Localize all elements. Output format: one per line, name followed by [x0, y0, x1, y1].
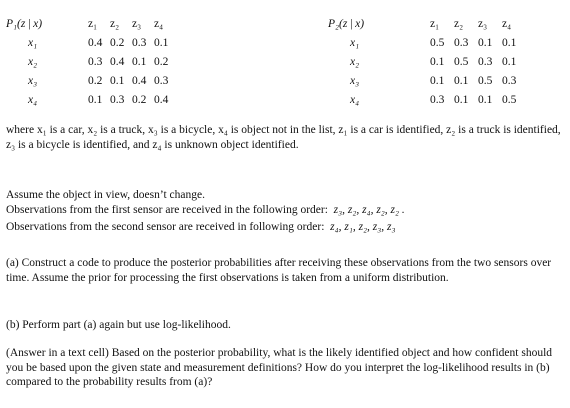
table-cell: 0.3 [478, 55, 493, 68]
table-row [6, 71, 176, 90]
table-cell: 0.1 [430, 74, 445, 87]
table-cell: 0.2 [88, 74, 103, 87]
table-cell: 0.1 [154, 36, 169, 49]
table-cell: 0.3 [110, 93, 125, 106]
table-cell: 0.3 [88, 55, 103, 68]
table-cell: 0.2 [132, 93, 147, 106]
table-row [6, 52, 176, 71]
table-cell: 0.1 [132, 55, 147, 68]
sensor2-observations [6, 220, 564, 235]
table-cell: 0.2 [110, 36, 125, 49]
table-header-row [6, 14, 176, 33]
table-cell: 0.2 [154, 55, 169, 68]
sensor2-likelihood-table [328, 14, 526, 109]
sensor1-observations-text: Observations from the first sensor are received in the following order: [6, 204, 328, 216]
column-header: z₂ [110, 17, 120, 30]
table-cell: 0.4 [110, 55, 125, 68]
sensor1-observations [6, 203, 564, 218]
table-cell: 0.1 [454, 93, 469, 106]
sensor1-sequence: z₃, z₂, z₄, z₂, z₂ . [333, 204, 405, 216]
table-row [6, 33, 176, 52]
table-cell: 0.1 [110, 74, 125, 87]
table-cell: 0.1 [430, 55, 445, 68]
sensor1-likelihood-table [6, 14, 176, 109]
table-title: P₂(z | x) [328, 17, 365, 30]
row-label: x₃ [28, 74, 38, 87]
assumption-text: Assume the object in view, doesn’t change. [6, 189, 205, 201]
table-cell: 0.1 [478, 36, 493, 49]
sensor2-observations-text: Observations from the second sensor are received in following order: [6, 221, 325, 233]
row-label: x₁ [28, 36, 38, 49]
table-cell: 0.5 [478, 74, 493, 87]
question-b: (b) Perform part (a) again but use log-likelihood. [6, 319, 231, 331]
question-a: (a) Construct a code to produce the posterior probabilities after receiving these observations from the two sensors over time. Assume the prior for processing the first observations is taken from a uniform distribution. [6, 257, 552, 284]
row-label: x₁ [350, 36, 360, 49]
table-row [328, 33, 526, 52]
table-row [328, 90, 526, 109]
column-header: z₂ [454, 17, 464, 30]
table-cell: 0.5 [430, 36, 445, 49]
table-cell: 0.1 [502, 36, 517, 49]
table-header-row [328, 14, 526, 33]
table-cell: 0.3 [154, 74, 169, 87]
table-cell: 0.4 [88, 36, 103, 49]
table-cell: 0.1 [478, 93, 493, 106]
table-row [328, 71, 526, 90]
column-header: z₁ [88, 17, 98, 30]
table-cell: 0.3 [454, 36, 469, 49]
table-row [6, 90, 176, 109]
table-cell: 0.4 [154, 93, 169, 106]
table-cell: 0.1 [454, 74, 469, 87]
row-label: x₃ [350, 74, 360, 87]
row-label: x₄ [28, 93, 38, 106]
answer-question: (Answer in a text cell) Based on the posterior probability, what is the likely identified object and how confident should you be based upon the given state and measurement definitions? How do you interpret the log-likelihood results in (b) compared to the probability results from (a)? [6, 347, 553, 389]
table-row [328, 52, 526, 71]
column-header: z₄ [502, 17, 512, 30]
table-cell: 0.1 [502, 55, 517, 68]
column-header: z₁ [430, 17, 440, 30]
table-cell: 0.5 [454, 55, 469, 68]
table-cell: 0.3 [502, 74, 517, 87]
row-label: x₂ [350, 55, 360, 68]
table-cell: 0.4 [132, 74, 147, 87]
column-header: z₃ [132, 17, 142, 30]
variable-definitions: where x₁ is a car, x₂ is a truck, x₃ is a bicycle, x₄ is object not in the list, z₁ is a car is identified, z₂ is a truck is identified, z₃ is a bicycle is identified, and z₄ is unknown object identified. [6, 124, 561, 151]
table-cell: 0.1 [88, 93, 103, 106]
table-cell: 0.3 [132, 36, 147, 49]
row-label: x₄ [350, 93, 360, 106]
table-title: P₁(z | x) [6, 17, 43, 30]
column-header: z₄ [154, 17, 164, 30]
table-cell: 0.5 [502, 93, 517, 106]
table-cell: 0.3 [430, 93, 445, 106]
row-label: x₂ [28, 55, 38, 68]
sensor2-sequence: z₄, z₁, z₂, z₃, z₃ [330, 221, 396, 233]
column-header: z₃ [478, 17, 488, 30]
